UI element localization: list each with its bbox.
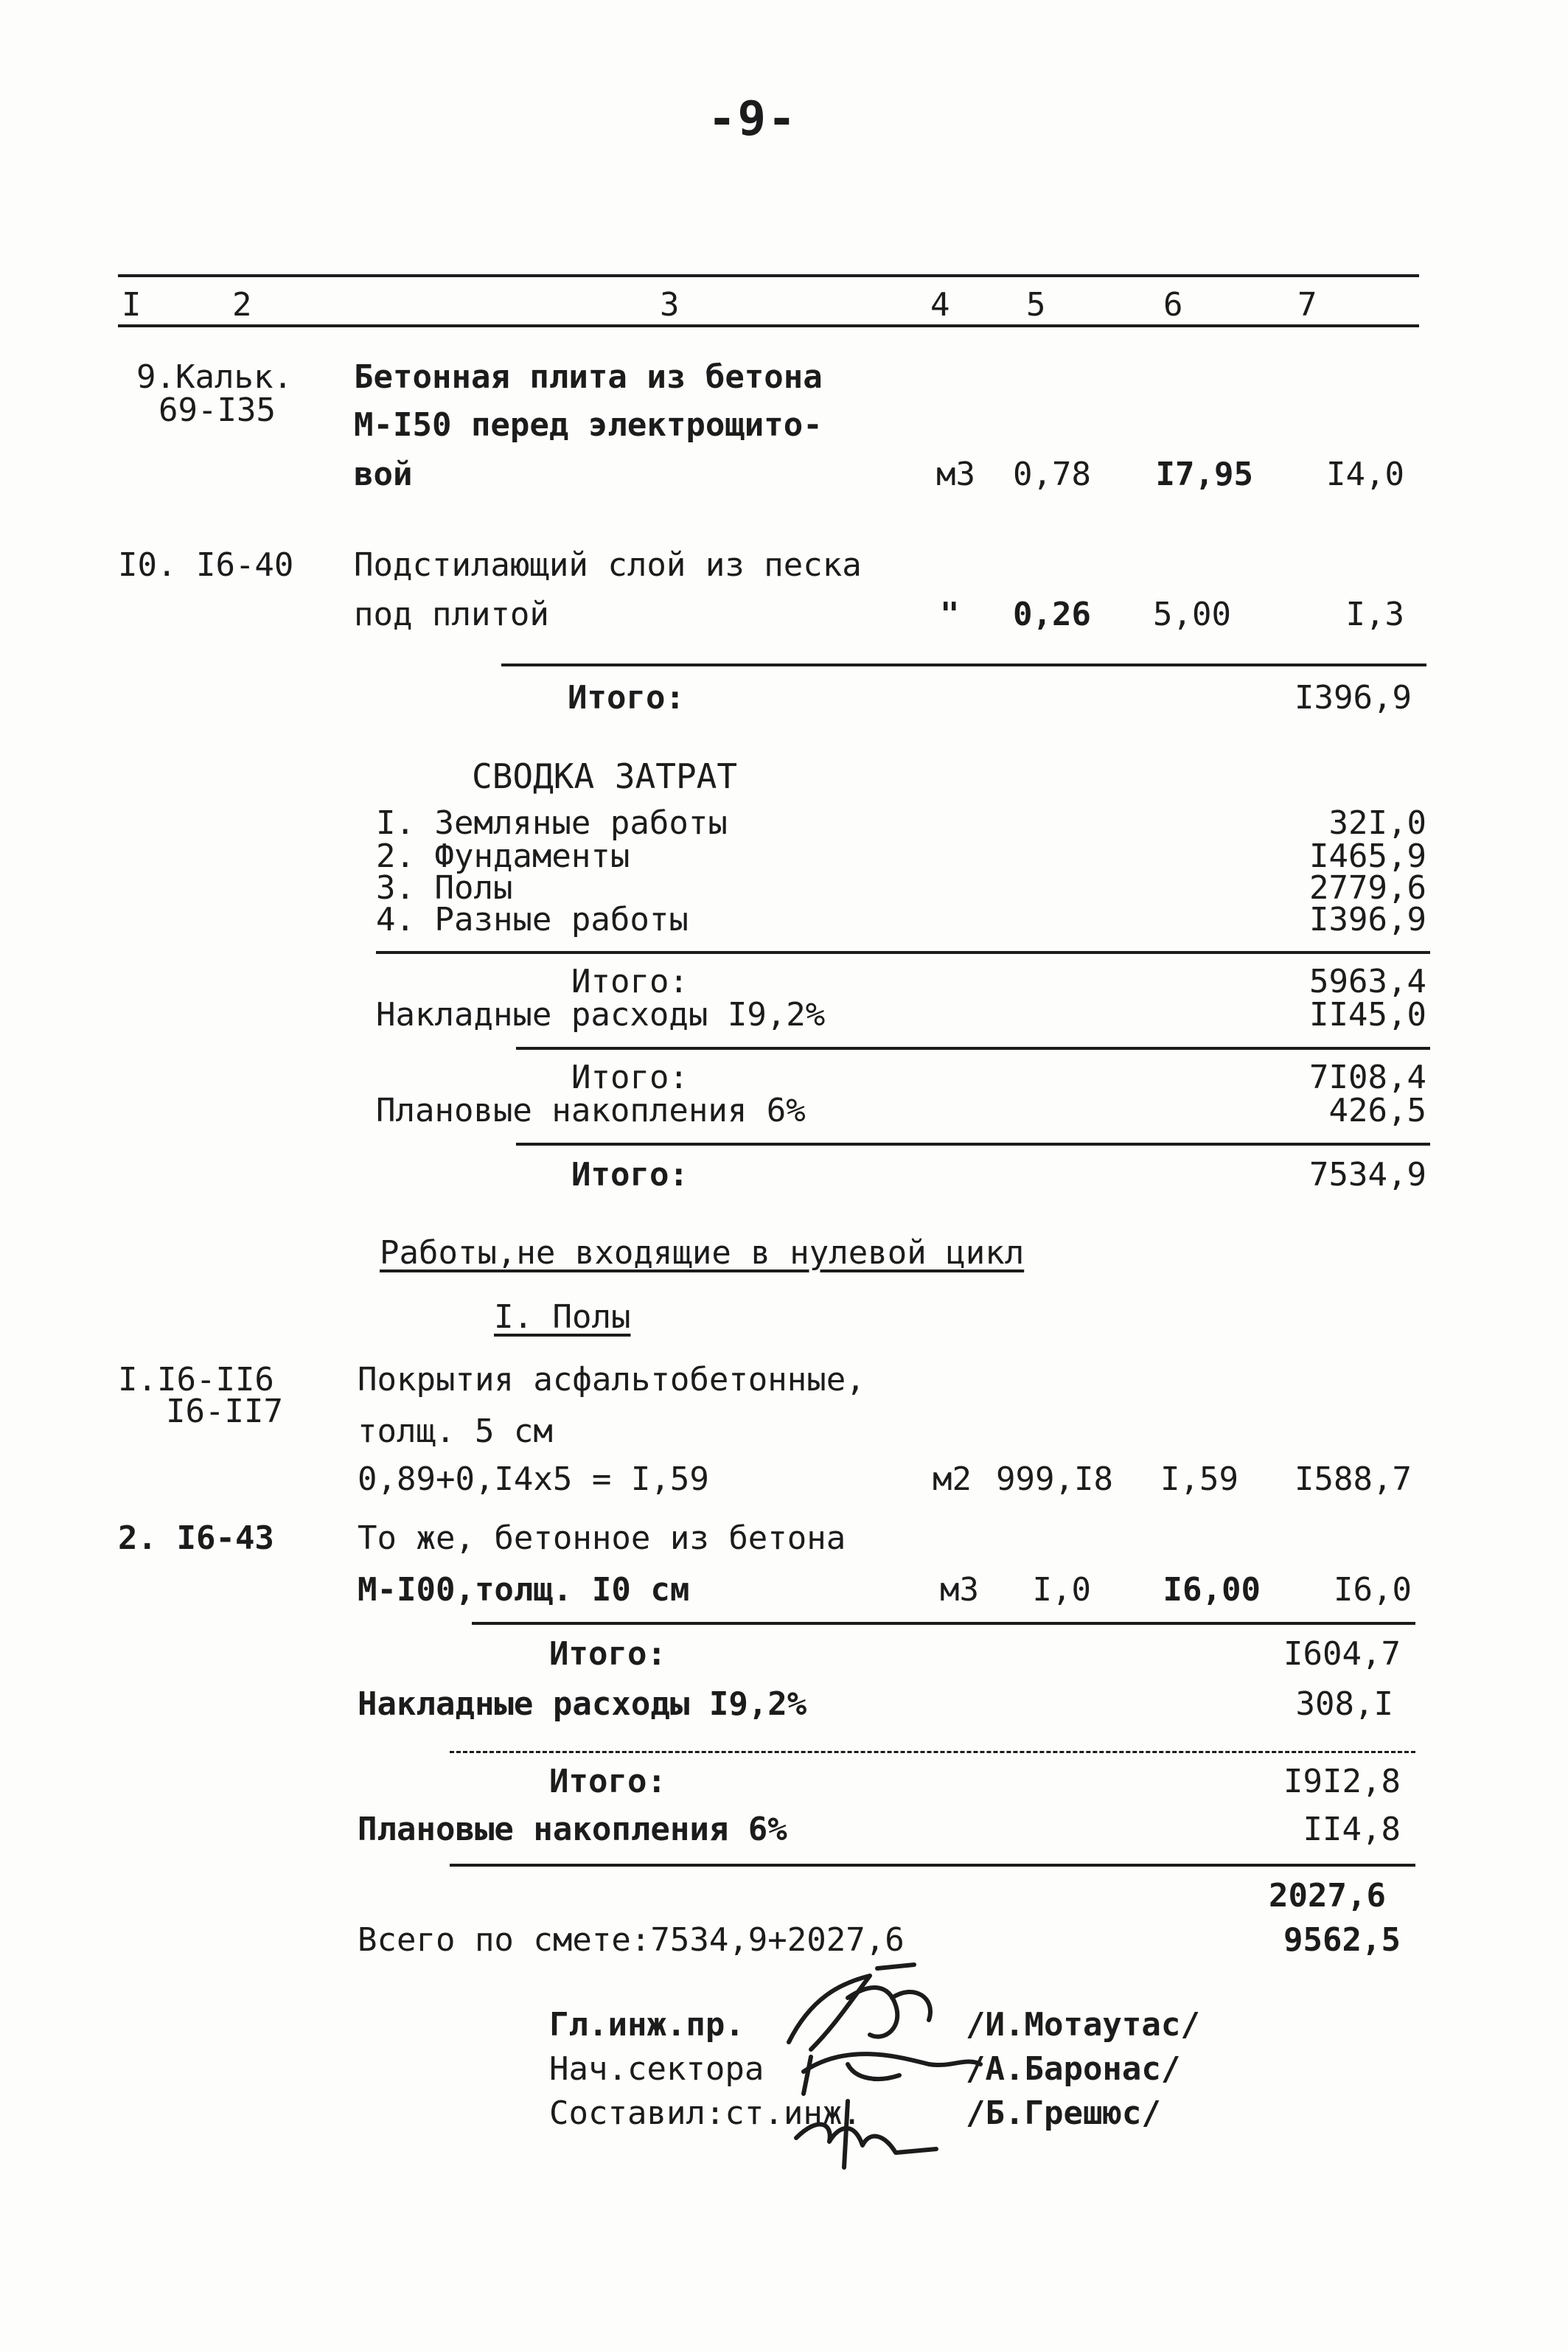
- row-9-unit: м3: [936, 456, 975, 493]
- summary-itogo-a-label: Итого:: [571, 963, 689, 1000]
- signature-name-1: /И.Мотаутас/: [966, 2006, 1200, 2044]
- row-9-desc-1: Бетонная плита из бетона: [354, 358, 823, 396]
- s2-itogo-b-label: Итого:: [549, 1763, 666, 1800]
- s2-row-1-desc-1: Покрытия асфальтобетонные,: [358, 1361, 865, 1399]
- col-header-2: 2: [232, 286, 252, 324]
- signature-name-3: /Б.Грешюс/: [966, 2094, 1161, 2132]
- col-header-3: 3: [660, 286, 680, 324]
- summary-item-4: 4. Разные работы: [376, 901, 689, 938]
- s2-planned-value: II4,8: [1303, 1811, 1401, 1848]
- row-9-qty: 0,78: [1013, 456, 1091, 493]
- summary-planned-label: Плановые накопления 6%: [376, 1092, 806, 1129]
- summary-itogo-a-value: 5963,4: [1309, 963, 1426, 1000]
- s2-row-2-qty: I,0: [1032, 1571, 1091, 1609]
- row-10-total: I,3: [1345, 596, 1404, 633]
- itogo-1-label: Итого:: [568, 679, 685, 717]
- summary-item-3: 3. Полы: [376, 869, 513, 907]
- s2-row-1-total: I588,7: [1295, 1460, 1412, 1498]
- s2-row-2-unit: м3: [940, 1571, 979, 1609]
- col-header-4: 4: [930, 286, 950, 324]
- s2-itogo-c-value: 2027,6: [1269, 1877, 1386, 1915]
- s2-planned-label: Плановые накопления 6%: [358, 1811, 787, 1848]
- page-number: -9-: [708, 92, 798, 147]
- summary-item-2-value: I465,9: [1309, 837, 1426, 875]
- s2-overhead-label: Накладные расходы I9,2%: [358, 1685, 807, 1723]
- row-9-num2: 69-I35: [158, 391, 276, 429]
- s2-itogo-a-value: I604,7: [1283, 1635, 1401, 1673]
- row-10-desc-2: под плитой: [354, 596, 549, 633]
- section2-title: Работы,не входящие в нулевой цикл: [380, 1234, 1025, 1272]
- section2-subtitle: I. Полы: [494, 1298, 631, 1336]
- s2-overhead-value: 308,I: [1295, 1685, 1393, 1723]
- row-10-desc-1: Подстилающий слой из песка: [354, 546, 862, 584]
- grand-total-value: 9562,5: [1283, 1921, 1401, 1959]
- s2-row-1-price: I,59: [1160, 1460, 1238, 1498]
- summary-item-4-value: I396,9: [1309, 901, 1426, 938]
- s2-row-2-desc-2: М-I00,толщ. I0 см: [358, 1571, 690, 1609]
- summary-overhead-label: Накладные расходы I9,2%: [376, 996, 826, 1034]
- s2-row-1-num: I.I6-II6: [118, 1361, 274, 1399]
- summary-overhead-value: II45,0: [1309, 996, 1426, 1034]
- summary-item-1: I. Земляные работы: [376, 804, 728, 842]
- itogo-1-rule: [501, 663, 1426, 666]
- summary-item-2: 2. Фундаменты: [376, 837, 630, 875]
- s2-row-1-num2: I6-II7: [166, 1393, 283, 1430]
- s2-row-2-total: I6,0: [1334, 1571, 1412, 1609]
- col-header-1: I: [122, 286, 142, 324]
- row-10-unit: ": [940, 596, 960, 633]
- row-10-qty: 0,26: [1013, 596, 1091, 633]
- summary-rule-3: [516, 1143, 1430, 1146]
- s2-row-1-qty: 999,I8: [996, 1460, 1113, 1498]
- table-header-rule: [118, 324, 1419, 327]
- col-header-6: 6: [1163, 286, 1183, 324]
- summary-itogo-c-value: 7534,9: [1309, 1156, 1426, 1194]
- summary-itogo-b-value: 7I08,4: [1309, 1059, 1426, 1096]
- s2-rule-2: [450, 1751, 1415, 1753]
- s2-row-2-num: 2. I6-43: [118, 1519, 274, 1557]
- table-top-rule: [118, 274, 1419, 277]
- s2-row-1-desc-3: 0,89+0,I4x5 = I,59: [358, 1460, 709, 1498]
- signature-role-2: Нач.сектора: [549, 2050, 764, 2088]
- summary-planned-value: 426,5: [1328, 1092, 1426, 1129]
- summary-item-3-value: 2779,6: [1309, 869, 1426, 907]
- row-9-desc-3: вой: [354, 456, 413, 493]
- col-header-5: 5: [1026, 286, 1046, 324]
- signature-role-3: Составил:ст.инж.: [549, 2094, 862, 2132]
- row-10-num: I0. I6-40: [118, 546, 294, 584]
- s2-itogo-a-label: Итого:: [549, 1635, 666, 1673]
- s2-itogo-b-value: I9I2,8: [1283, 1763, 1401, 1800]
- row-9-total: I4,0: [1326, 456, 1404, 493]
- col-header-7: 7: [1297, 286, 1317, 324]
- row-9-price: I7,95: [1155, 456, 1253, 493]
- row-9-desc-2: М-I50 перед электрощито-: [354, 406, 823, 444]
- s2-row-2-price: I6,00: [1163, 1571, 1261, 1609]
- s2-row-1-unit: м2: [933, 1460, 972, 1498]
- summary-itogo-c-label: Итого:: [571, 1156, 689, 1194]
- summary-rule-2: [516, 1047, 1430, 1050]
- summary-title: СВОДКА ЗАТРАТ: [472, 756, 738, 796]
- s2-row-1-desc-2: толщ. 5 см: [358, 1413, 553, 1450]
- row-10-price: 5,00: [1153, 596, 1231, 633]
- s2-rule-3: [450, 1864, 1415, 1867]
- signature-role-1: Гл.инж.пр.: [549, 2006, 745, 2044]
- grand-total-label: Всего по смете:7534,9+2027,6: [358, 1921, 905, 1959]
- s2-rule-1: [472, 1622, 1415, 1625]
- summary-itogo-b-label: Итого:: [571, 1059, 689, 1096]
- handwritten-signatures: [759, 1954, 1025, 2175]
- s2-row-2-desc-1: То же, бетонное из бетона: [358, 1519, 846, 1557]
- summary-rule-1: [376, 951, 1430, 954]
- itogo-1-value: I396,9: [1295, 679, 1412, 717]
- summary-item-1-value: 32I,0: [1328, 804, 1426, 842]
- row-9-num: 9.Кальк.: [136, 358, 293, 396]
- signature-name-2: /А.Баронас/: [966, 2050, 1181, 2088]
